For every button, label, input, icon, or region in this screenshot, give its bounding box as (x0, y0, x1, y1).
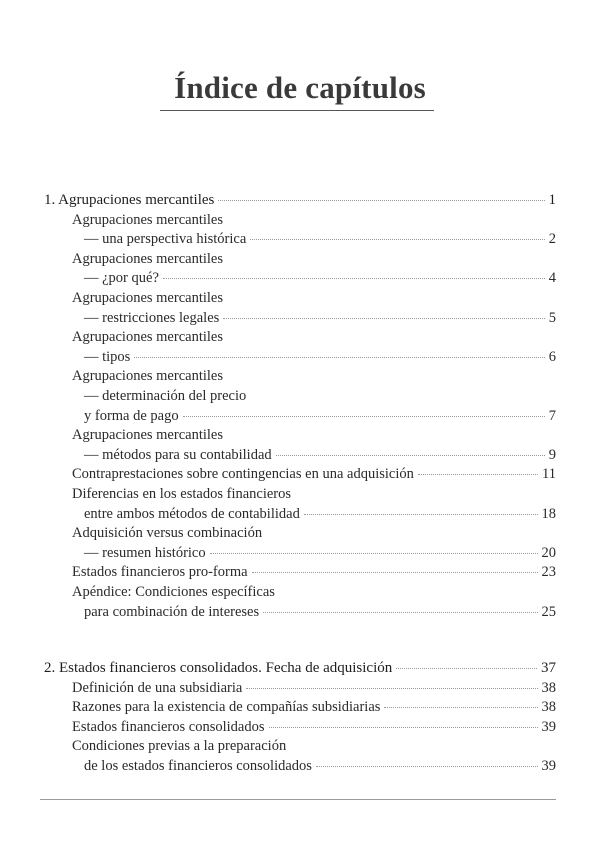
toc-entry-line-text: Estados financieros pro-forma (72, 564, 248, 581)
toc-entry-line-text: Agrupaciones mercantiles (72, 329, 223, 346)
toc-entry-line-text: — una perspectiva histórica (84, 231, 247, 248)
footer-rule (40, 799, 556, 800)
title-underline (160, 110, 434, 111)
chapter-heading-text: 1. Agrupaciones mercantiles (44, 192, 215, 208)
dot-leader (218, 200, 544, 201)
page-number: 9 (548, 446, 556, 463)
toc-entry-line (72, 583, 556, 602)
dot-leader (252, 572, 538, 573)
toc-entry-line (84, 446, 556, 465)
dot-leader (269, 727, 538, 728)
dot-leader (304, 514, 538, 515)
toc-entry-line-text: entre ambos métodos de contabilidad (84, 505, 300, 522)
toc-entry-line-text: Adquisición versus combinación (72, 525, 263, 542)
toc-entry-line-text: Agrupaciones mercantiles (72, 368, 223, 385)
toc-entry-line-text: Estados financieros consolidados (72, 718, 265, 735)
dot-leader (316, 766, 538, 767)
toc-entry-line-text: — restricciones legales (84, 309, 220, 326)
toc-entry-line (84, 387, 556, 406)
dot-leader (246, 688, 537, 689)
toc-entry-line-text: — resumen histórico (84, 544, 206, 561)
page-number: 23 (541, 564, 556, 581)
dot-leader (276, 455, 545, 456)
toc-entry-line-text: — tipos (84, 348, 131, 365)
page-number: 39 (541, 718, 556, 735)
dot-leader (396, 668, 537, 669)
toc-entry-line-text: Agrupaciones mercantiles (72, 250, 223, 267)
dot-leader (418, 474, 538, 475)
toc-entry-line-text: Condiciones previas a la preparación (72, 738, 287, 755)
toc-entry-line (84, 603, 556, 622)
toc-entry-line (72, 250, 556, 269)
toc-entry-line-text: Agrupaciones mercantiles (72, 427, 223, 444)
toc-entry-line-text: — determinación del precio (84, 388, 247, 404)
toc-entry-line-text: Agrupaciones mercantiles (72, 211, 223, 228)
toc-entry-line (72, 679, 556, 698)
page-number: 20 (541, 544, 556, 561)
page-number: 38 (541, 699, 556, 716)
toc-entry-line (84, 269, 556, 288)
toc-entry-line (72, 524, 556, 543)
dot-leader (183, 416, 545, 417)
toc-entry-line (84, 309, 556, 328)
toc-entry-line-text: Definición de una subsidiaria (72, 679, 243, 696)
page-number: 38 (541, 679, 556, 696)
dot-leader (223, 318, 544, 319)
toc-entry-line (84, 757, 556, 776)
chapter-heading-text: 2. Estados financieros consolidados. Fecha de adquisición (44, 660, 393, 676)
toc-entry-line-text: Agrupaciones mercantiles (72, 290, 223, 306)
toc-entry-line-text: y forma de pago (84, 407, 179, 424)
toc-entry-line-text: Diferencias en los estados financieros (72, 486, 292, 502)
dot-leader (384, 707, 537, 708)
chapter-heading (44, 659, 556, 678)
toc-entry-line (84, 407, 556, 426)
toc-entry-line (72, 465, 556, 484)
toc-entry-line (72, 485, 556, 504)
page-number: 37 (541, 660, 556, 676)
page-number: 25 (541, 603, 556, 620)
toc-entry-line-text: Contraprestaciones sobre contingencias en una adquisición (72, 466, 414, 483)
dot-leader (210, 553, 538, 554)
toc-entry-line-text: — ¿por qué? (84, 270, 159, 287)
page-title: Índice de capítulos (174, 70, 426, 105)
page-number: 7 (548, 407, 556, 424)
toc-entry-line (84, 230, 556, 249)
page-number: 1 (548, 192, 556, 208)
toc-entry-line (72, 718, 556, 737)
toc-entry-line (72, 563, 556, 582)
toc-entry-line-text: Apéndice: Condiciones específicas (72, 584, 275, 600)
page-number: 4 (548, 270, 556, 287)
toc-entry-line (72, 698, 556, 717)
toc-entry-line-text: Razones para la existencia de compañías subsidiarias (72, 699, 381, 716)
toc-entry-line-text: — métodos para su contabilidad (84, 446, 272, 463)
toc-entry-line (72, 426, 556, 445)
toc-entry-line (84, 544, 556, 563)
page-number: 39 (541, 758, 556, 774)
dot-leader (263, 612, 537, 613)
toc-entry-line (72, 737, 556, 756)
toc-entry-line (84, 348, 556, 367)
dot-leader (134, 357, 544, 358)
page-number: 2 (548, 231, 556, 248)
page-number: 5 (548, 309, 556, 326)
page-number: 6 (548, 348, 556, 365)
toc-entry-line (72, 328, 556, 347)
page-number: 11 (542, 466, 556, 483)
dot-leader (250, 239, 544, 240)
toc-entry-line-text: de los estados financieros consolidados (84, 758, 312, 774)
toc-entry-line-text: para combinación de intereses (84, 603, 260, 620)
toc-entry-line (72, 211, 556, 230)
chapter-heading (44, 191, 556, 210)
toc-entry-line (72, 289, 556, 308)
dot-leader (163, 278, 545, 279)
page-number: 18 (541, 505, 556, 522)
toc-entry-line (84, 505, 556, 524)
toc-entry-line (72, 367, 556, 386)
